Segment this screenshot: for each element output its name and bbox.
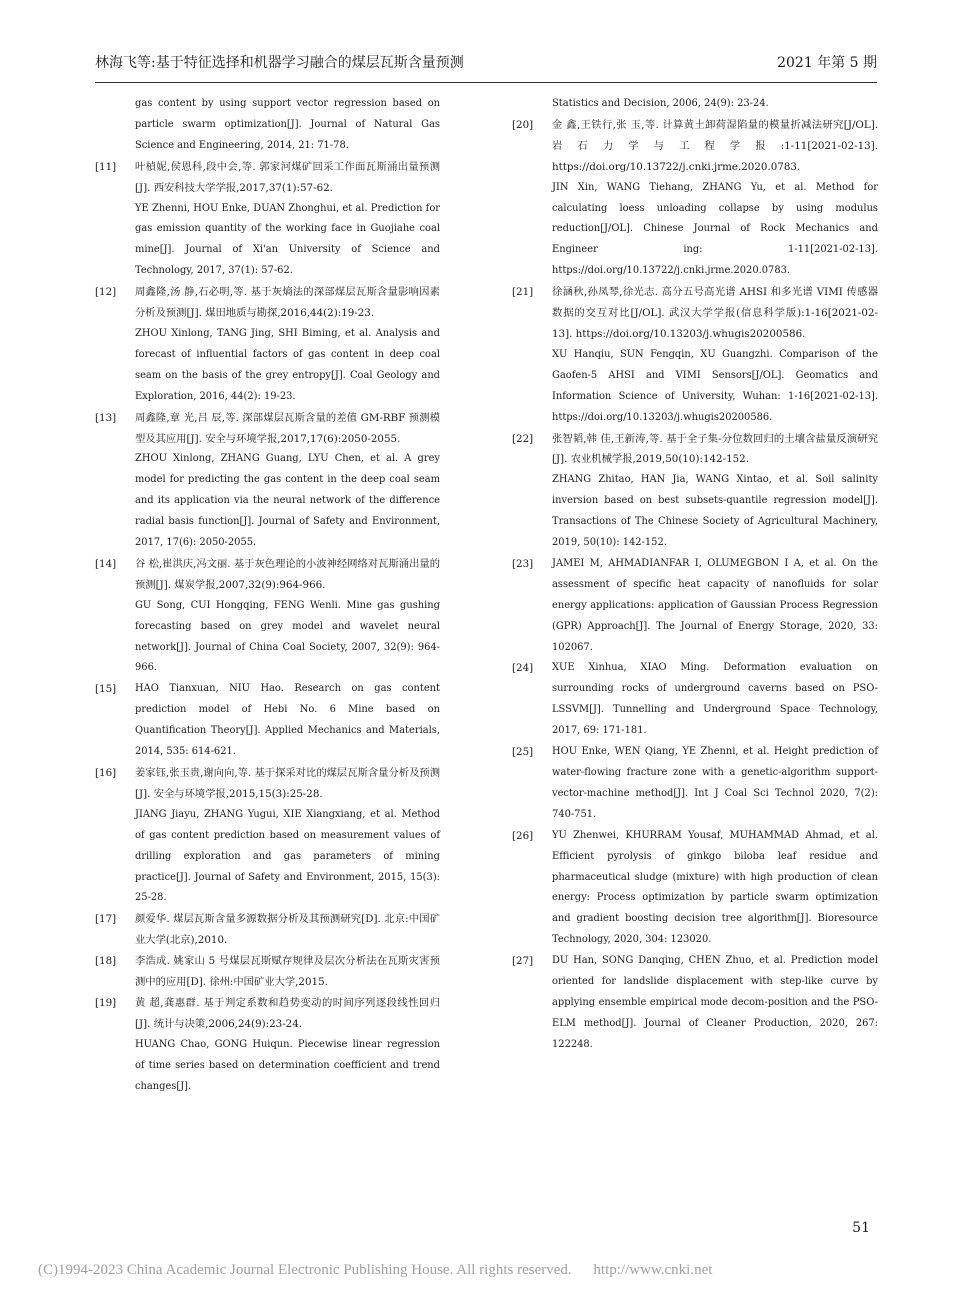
reference-english-text: ZHANG Zhitao, HAN Jia, WANG Xintao, et al. Soil salinity inversion based on best subsets-quantile regression model[J]. Transactions of The Chinese Society of Agricultural Machinery, 2019, 50(10): 142-152. <box>552 474 878 549</box>
reference-entry <box>512 115 878 282</box>
reference-entry <box>95 554 440 679</box>
reference-english-text: HAO Tianxuan, NIU Hao. Research on gas content prediction model of Hebi No. 6 Mine based on Quantification Theory[J]. Applied Mechanics and Materials, 2014, 535: 614-621. <box>135 683 440 758</box>
reference-english-text: JIN Xin, WANG Tiehang, ZHANG Yu, et al. Method for calculating loess unloading collapse by using modulus reduction[J/OL]. Chinese Journal of Rock Mechanics and Engineer ing: 1-11[2021-02-13]. https://doi.org/10.13722/j.cnki.jrme.2020.0783. <box>552 181 878 277</box>
reference-chinese-text: 金 鑫,王铁行,张 玉,等. 计算黄土卸荷湿陷量的模量折减法研究[J/OL]. 岩石力学与工程学报:1-11[2021-02-13]. https://doi.org/10.13722/j.cnki.jrme.2020.0783. <box>552 118 878 173</box>
reference-entry <box>95 951 440 993</box>
reference-number: [13] <box>95 411 117 424</box>
reference-body <box>552 658 878 742</box>
reference-body <box>135 909 440 951</box>
reference-entry <box>512 951 878 1056</box>
reference-english-text: JAMEI M, AHMADIANFAR I, OLUMEGBON I A, et al. On the assessment of specific heat capacity of nanofluids for solar energy applications: application of Gaussian Process Regression (GPR) Approach[J]. The Journal of Energy Storage, 2020, 33: 102067. <box>552 557 878 653</box>
reference-chinese-text: 李浩成. 姚家山 5 号煤层瓦斯赋存规律及层次分析法在瓦斯灾害预测中的应用[D]. 徐州:中国矿业大学,2015. <box>135 955 440 989</box>
reference-entry <box>512 282 878 428</box>
reference-entry <box>512 658 878 742</box>
reference-body <box>135 408 440 554</box>
reference-english-text: YE Zhenni, HOU Enke, DUAN Zhonghui, et al. Prediction for gas emission quantity of the working face in Guojiahe coal mine[J]. Journal of Xi'an University of Science and Technology, 2017, 37(1): 57-62. <box>135 202 440 277</box>
reference-body <box>135 282 440 407</box>
reference-english-text: Statistics and Decision, 2006, 24(9): 23-24. <box>552 98 769 109</box>
cnki-link[interactable]: http://www.cnki.net <box>593 1262 713 1278</box>
reference-entry <box>95 94 440 157</box>
reference-body <box>135 763 440 909</box>
reference-chinese-text: 周鑫隆,汤 静,石必明,等. 基于灰熵法的深部煤层瓦斯含量影响因素分析及预测[J]. 煤田地质与勘探,2016,44(2):19-23. <box>135 286 440 320</box>
reference-number: [14] <box>95 557 117 570</box>
reference-number <box>512 94 552 115</box>
reference-number: [20] <box>512 118 534 131</box>
reference-body <box>135 94 440 157</box>
reference-entry <box>95 282 440 407</box>
reference-number: [23] <box>512 557 534 570</box>
reference-body <box>135 951 440 993</box>
reference-entry <box>95 993 440 1098</box>
reference-entry <box>512 94 878 115</box>
reference-entry <box>512 742 878 826</box>
page-number: 51 <box>852 1220 870 1236</box>
references-left-column <box>95 94 440 1098</box>
reference-entry <box>512 429 878 554</box>
reference-body <box>552 554 878 659</box>
reference-body <box>552 282 878 428</box>
reference-entry <box>512 826 878 951</box>
reference-entry <box>95 909 440 951</box>
reference-chinese-text: 叶楨妮,侯恩科,段中会,等. 郭家河煤矿回采工作面瓦斯涌出量预测[J]. 西安科技大学学报,2017,37(1):57-62. <box>135 160 440 194</box>
reference-chinese-text: 黄 超,龚惠群. 基于判定系数和趋势变动的时间序列逐段线性回归[J]. 统计与决策,2006,24(9):23-24. <box>135 996 440 1030</box>
reference-body <box>135 679 440 763</box>
reference-english-text: gas content by using support vector regression based on particle swarm optimization[J]. Journal of Natural Gas Science and Engineering, 2014, 21: 71-78. <box>135 98 440 151</box>
reference-entry <box>95 679 440 763</box>
reference-body <box>135 554 440 679</box>
reference-body <box>135 157 440 282</box>
header-title: 林海飞等:基于特征选择和机器学习融合的煤层瓦斯含量预测 <box>95 55 464 71</box>
reference-body <box>552 429 878 554</box>
reference-number: [16] <box>95 767 117 779</box>
reference-number: [18] <box>95 955 117 968</box>
reference-body <box>552 826 878 951</box>
reference-number: [22] <box>512 432 534 445</box>
copyright-text: (C)1994-2023 China Academic Journal Electronic Publishing House. All rights reserved. <box>38 1262 572 1278</box>
reference-chinese-text: 张智韬,韩 佳,王新涛,等. 基于全子集-分位数回归的土壤含盐量反演研究[J]. 农业机械学报,2019,50(10):142-152. <box>552 432 878 466</box>
reference-english-text: XU Hanqiu, SUN Fengqin, XU Guangzhi. Comparison of the Gaofen-5 AHSI and VIMI Sensors[J/OL]. Geomatics and Information Science of University, Wuhan: 1-16[2021-02-13]. https://doi.org/10.13203/j.whugis20200586. <box>552 348 878 423</box>
reference-number: [21] <box>512 286 534 299</box>
reference-entry <box>95 408 440 554</box>
reference-number <box>95 94 135 157</box>
reference-english-text: HUANG Chao, GONG Huiqun. Piecewise linear regression of time series based on determination coefficient and trend changes[J]. <box>135 1038 440 1092</box>
reference-chinese-text: 周鑫隆,章 光,吕 辰,等. 深部煤层瓦斯含量的差值 GM-RBF 预测模型及其应用[J]. 安全与环境学报,2017,17(6):2050-2055. <box>135 411 440 445</box>
reference-number: [19] <box>95 996 117 1009</box>
reference-body <box>552 115 878 282</box>
reference-chinese-text: 姜家钰,张玉贵,谢向向,等. 基于探采对比的煤层瓦斯含量分析及预测[J]. 安全与环境学报,2015,15(3):25-28. <box>135 767 440 800</box>
reference-entry <box>95 157 440 282</box>
reference-body <box>552 951 878 1056</box>
reference-number: [17] <box>95 913 117 926</box>
reference-english-text: HOU Enke, WEN Qiang, YE Zhenni, et al. Height prediction of water-flowing fracture zone with a genetic-algorithm support-vector-machine method[J]. Int J Coal Sci Technol 2020, 7(2): 740-751. <box>552 746 878 820</box>
header-rule <box>95 82 877 83</box>
reference-body <box>135 993 440 1098</box>
reference-english-text: YU Zhenwei, KHURRAM Yousaf, MUHAMMAD Ahmad, et al. Efficient pyrolysis of ginkgo biloba leaf residue and pharmaceutical sludge (mixture) with high production of clean energy: Process optimization by particle swarm optimization and gradient boosting decision tree algorithm[J]. Bioresource Technology, 2020, 304: 123020. <box>552 829 878 946</box>
header-issue: 2021 年第 5 期 <box>777 55 877 71</box>
reference-english-text: JIANG Jiayu, ZHANG Yugui, XIE Xiangxiang, et al. Method of gas content prediction based on measurement values of drilling exploration and gas parameters of mining practice[J]. Journal of Safety and Environment, 2015, 15(3): 25-28. <box>135 808 440 904</box>
reference-chinese-text: 谷 松,崔洪庆,冯文丽. 基于灰色理论的小波神经网络对瓦斯涌出量的预测[J]. 煤炭学报,2007,32(9):964-966. <box>135 557 440 591</box>
reference-english-text: ZHOU Xinlong, TANG Jing, SHI Biming, et al. Analysis and forecast of influential factors of gas content in deep coal seam on the basis of the grey entropy[J]. Coal Geology and Exploration, 2016, 44(2): 19-23. <box>135 327 440 402</box>
reference-english-text: DU Han, SONG Danqing, CHEN Zhuo, et al. Prediction model oriented for landslide displacement with step-like curve by applying ensemble empirical mode decom-position and the PSO-ELM method[J]. Journal of Cleaner Production, 2020, 267: 122248. <box>552 955 878 1050</box>
reference-english-text: ZHOU Xinlong, ZHANG Guang, LYU Chen, et al. A grey model for predicting the gas content in the deep coal seam and its application via the neural network of the difference radial basis function[J]. Journal of Safety and Environment, 2017, 17(6): 2050-2055. <box>135 453 440 549</box>
reference-chinese-text: 颜爱华. 煤层瓦斯含量多源数据分析及其预测研究[D]. 北京:中国矿业大学(北京),2010. <box>135 913 440 947</box>
reference-english-text: GU Song, CUI Hongqing, FENG Wenli. Mine gas gushing forecasting based on grey model and wavelet neural network[J]. Journal of China Coal Society, 2007, 32(9): 964-966. <box>135 599 440 674</box>
reference-number: [11] <box>95 160 117 173</box>
reference-number: [15] <box>95 683 117 696</box>
reference-number: [27] <box>512 955 534 968</box>
reference-chinese-text: 徐涵秋,孙凤琴,徐光志. 高分五号高光谱 AHSI 和多光谱 VIMI 传感器数据的交互对比[J/OL]. 武汉大学学报(信息科学版):1-16[2021-02-13]. https://doi.org/10.13203/j.whugis20200586. <box>552 286 878 340</box>
reference-body <box>552 742 878 826</box>
copyright-footer <box>38 1262 712 1279</box>
reference-entry <box>95 763 440 909</box>
running-header <box>95 52 877 76</box>
reference-number: [25] <box>512 746 534 759</box>
reference-entry <box>512 554 878 659</box>
reference-english-text: XUE Xinhua, XIAO Ming. Deformation evaluation on surrounding rocks of underground caverns based on PSO-LSSVM[J]. Tunnelling and Underground Space Technology, 2017, 69: 171-181. <box>552 662 878 737</box>
reference-number: [12] <box>95 286 117 299</box>
reference-body <box>552 94 878 115</box>
reference-number: [24] <box>512 662 534 675</box>
reference-number: [26] <box>512 829 534 842</box>
references-right-column <box>512 94 878 1056</box>
